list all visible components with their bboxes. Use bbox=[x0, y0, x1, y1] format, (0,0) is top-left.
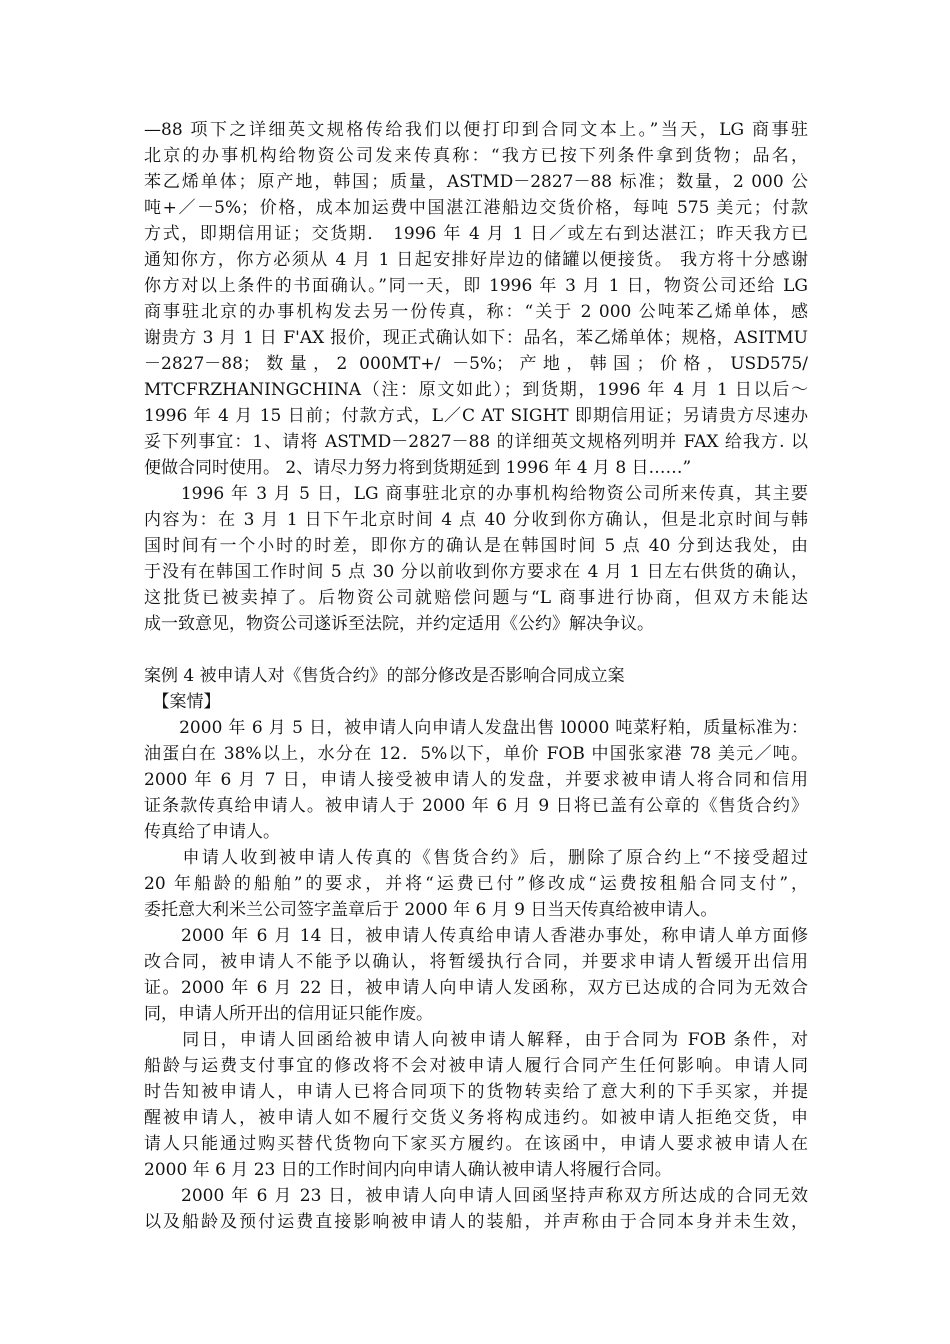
section-label: 【案情】 bbox=[144, 692, 221, 712]
text-line: 成一致意见，物资公司遂诉至法院，并约定适用《公约》解决争议。 bbox=[144, 614, 654, 634]
text-line: 以及船龄及预付运费直接影响被申请人的装船，并声称由于合同本身并未生效， bbox=[144, 1212, 808, 1232]
text-line: 苯乙烯单体；原产地，韩国；质量，ASTMD－2827－88 标准；数量，2 000 公 bbox=[144, 172, 808, 192]
text-line: 传真给了申请人。 bbox=[144, 822, 280, 842]
text-line: 2000 年 6 月 23 日，被申请人向申请人回函坚持声称双方所达成的合同无效 bbox=[144, 1186, 808, 1206]
text-line: 醒被申请人，被申请人如不履行交货义务将构成违约。如被申请人拒绝交货，申 bbox=[144, 1108, 808, 1128]
text-line: 2000 年 6 月 23 日的工作时间内向申请人确认被申请人将履行合同。 bbox=[144, 1160, 672, 1180]
text-line: 这批货已被卖掉了。后物资公司就赔偿问题与“L 商事进行协商，但双方未能达 bbox=[144, 588, 808, 608]
text-line: MTCFRZHANINGCHINA（注：原文如此）；到货期，1996 年 4 月 1 日以后～ bbox=[144, 380, 808, 400]
case-heading: 案例 4 被申请人对《售货合约》的部分修改是否影响合同成立案 bbox=[144, 666, 625, 686]
text-line: 同，申请人所开出的信用证只能作废。 bbox=[144, 1004, 433, 1024]
text-line: 申请人收到被申请人传真的《售货合约》后，删除了原合约上“不接受超过 bbox=[144, 848, 808, 868]
text-line: 北京的办事机构给物资公司发来传真称：“我方已按下列条件拿到货物；品名， bbox=[144, 146, 808, 166]
text-line: 同日，申请人回函给被申请人向被申请人解释，由于合同为 FOB 条件，对 bbox=[144, 1030, 808, 1050]
text-line: 1996 年 4 月 15 日前；付款方式，L／C AT SIGHT 即期信用证；另请贵方尽速办 bbox=[144, 406, 808, 426]
text-line: 方式，即期信用证；交货期． 1996 年 4 月 1 日／或左右到达湛江；昨天我方已 bbox=[144, 224, 808, 244]
text-line: 船龄与运费支付事宜的修改将不会对被申请人履行合同产生任何影响。申请人同 bbox=[144, 1056, 808, 1076]
text-line: 妥下列事宜：1、请将 ASTMD－2827－88 的详细英文规格列明并 FAX 给我方. 以 bbox=[144, 432, 808, 452]
text-line: 时告知被申请人，申请人已将合同项下的货物转卖给了意大利的下手买家，并提 bbox=[144, 1082, 808, 1102]
text-line: 证。2000 年 6 月 22 日，被申请人向申请人发函称，双方已达成的合同为无效合 bbox=[144, 978, 808, 998]
text-line: 20 年船龄的船舶”的要求，并将“运费已付”修改成“运费按租船合同支付”， bbox=[144, 874, 808, 894]
text-line: －2827－88；数量，2 000MT+/ －5%；产地，韩国；价格，USD575/ bbox=[144, 354, 808, 374]
text-line: 委托意大利米兰公司签字盖章后于 2000 年 6 月 9 日当天传真给被申请人。 bbox=[144, 900, 718, 920]
text-line: 证条款传真给申请人。被申请人于 2000 年 6 月 9 日将已盖有公章的《售货合约》 bbox=[144, 796, 808, 816]
text-line: 油蛋白在 38%以上，水分在 12．5%以下，单价 FOB 中国张家港 78 美元／吨。 bbox=[144, 744, 808, 764]
text-line: —88 项下之详细英文规格传给我们以便打印到合同文本上。”当天，LG 商事驻 bbox=[144, 120, 808, 140]
text-line: 你方对以上条件的书面确认。”同一天，即 1996 年 3 月 1 日，物资公司还给 LG bbox=[144, 276, 808, 296]
text-line: 2000 年 6 月 5 日，被申请人向申请人发盘出售 l0000 吨菜籽粕，质量标准为： bbox=[144, 718, 808, 738]
text-line: 便做合同时使用。 2、请尽力努力将到货期延到 1996 年 4 月 8 日……” bbox=[144, 458, 692, 478]
text-line: 吨+／－5%；价格，成本加运费中国湛江港船边交货价格，每吨 575 美元；付款 bbox=[144, 198, 808, 218]
text-line: 2000 年 6 月 14 日，被申请人传真给申请人香港办事处，称申请人单方面修 bbox=[144, 926, 808, 946]
text-line: 通知你方，你方必须从 4 月 1 日起安排好岸边的储罐以便接货。 我方将十分感谢 bbox=[144, 250, 808, 270]
text-line: 谢贵方 3 月 1 日 F'AX 报价，现正式确认如下：品名，苯乙烯单体；规格，ASITMU bbox=[144, 328, 808, 348]
text-line: 内容为：在 3 月 1 日下午北京时间 4 点 40 分收到你方确认，但是北京时间与韩 bbox=[144, 510, 808, 530]
text-line: 改合同，被申请人不能予以确认，将暂缓执行合同，并要求申请人暂缓开出信用 bbox=[144, 952, 808, 972]
text-line: 商事驻北京的办事机构发去另一份传真，称：“关于 2 000 公吨苯乙烯单体，感 bbox=[144, 302, 808, 322]
text-line: 1996 年 3 月 5 日，LG 商事驻北京的办事机构给物资公司所来传真，其主要 bbox=[144, 484, 808, 504]
text-line: 请人只能通过购买替代货物向下家买方履约。在该函中，申请人要求被申请人在 bbox=[144, 1134, 808, 1154]
text-line: 于没有在韩国工作时间 5 点 30 分以前收到你方要求在 4 月 1 日左右供货的确认， bbox=[144, 562, 808, 582]
text-line: 国时间有一个小时的时差，即你方的确认是在韩国时间 5 点 40 分到达我处，由 bbox=[144, 536, 808, 556]
text-line: 2000 年 6 月 7 日，申请人接受被申请人的发盘，并要求被申请人将合同和信用 bbox=[144, 770, 808, 790]
